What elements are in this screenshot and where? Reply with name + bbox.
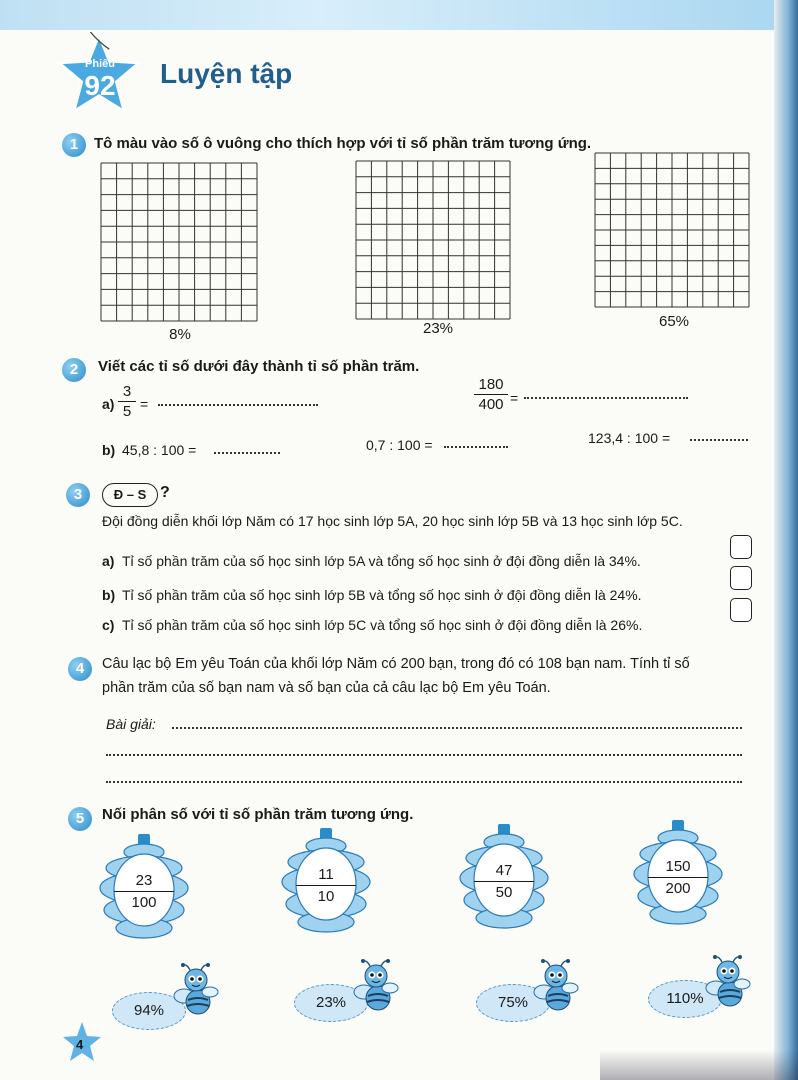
fraction-3-5: $\frac{3}{5}$ [118, 383, 136, 420]
q2-b3-expression: 123,4 : 100 = [588, 430, 671, 446]
hive-fraction-150-200: $\frac{150}{200}$ [648, 858, 708, 897]
q3-c-text: Tỉ số phần trăm của số học sinh lớp 5C và tổng số học sinh ở đội đồng diễn là 26%. [122, 617, 643, 633]
question-1-title: Tô màu vào số ô vuông cho thích hợp với tỉ số phần trăm tương ứng. [94, 135, 592, 152]
checkbox-q3-b[interactable] [730, 566, 752, 590]
hive-fraction-47-50: $\frac{47}{50}$ [474, 862, 534, 901]
bee-icon [170, 962, 220, 1020]
q4-line-1: Câu lạc bộ Em yêu Toán của khối lớp Năm có 200 bạn, trong đó có 108 bạn nam. Tính tỉ số [102, 656, 690, 672]
checkbox-q3-a[interactable] [730, 535, 752, 559]
q3-a-text: Tỉ số phần trăm của số học sinh lớp 5A và tổng số học sinh ở đội đồng diễn là 34%. [122, 553, 641, 569]
q2-b-label: b) [102, 442, 116, 458]
answer-line-b2[interactable] [444, 446, 508, 448]
label-8-percent: 8% [169, 326, 191, 343]
page-edge-shadow [774, 0, 798, 1080]
hive-fraction-23-100: $\frac{23}{100}$ [114, 872, 174, 911]
fraction-180-400: $\frac{180}{400}$ [474, 376, 508, 413]
answer-line-b3[interactable] [690, 439, 748, 441]
solution-line-2[interactable] [106, 754, 742, 756]
q2-b1-expression: 45,8 : 100 = [122, 442, 197, 458]
solution-label: Bài giải: [106, 716, 156, 732]
page-number: 4 [76, 1037, 84, 1052]
answer-line-b1[interactable] [214, 452, 280, 454]
badge-number: 92 [84, 70, 116, 101]
percent-oval-75[interactable]: 75% [476, 984, 550, 1022]
q3-intro: Đội đồng diễn khối lớp Năm có 17 học sinh lớp 5A, 20 học sinh lớp 5B và 13 học sinh lớp 5C. [102, 513, 683, 529]
question-2-number: 2 [62, 358, 86, 382]
top-decorative-band [0, 0, 798, 30]
badge-label: Phiếu [85, 58, 115, 70]
q3-a-label: a) [102, 553, 115, 569]
q2-a-label: a) [102, 396, 115, 412]
grid-23-percent[interactable] [355, 160, 511, 320]
grid-65-percent[interactable] [594, 152, 750, 308]
question-1-number: 1 [62, 133, 86, 157]
question-3-number: 3 [66, 483, 90, 507]
bee-icon [350, 958, 400, 1016]
answer-line-a1[interactable] [158, 404, 318, 406]
question-4-number: 4 [68, 657, 92, 681]
q2-a1-equals: = [140, 396, 149, 412]
label-23-percent: 23% [422, 320, 454, 337]
q2-a2-equals: = [510, 390, 519, 406]
q3-b-label: b) [102, 587, 116, 603]
question-5-number: 5 [68, 807, 92, 831]
bottom-shadow [600, 1050, 798, 1080]
checkbox-q3-c[interactable] [730, 598, 752, 622]
hive-fraction-11-10: $\frac{11}{10}$ [296, 866, 356, 905]
q3-c-label: c) [102, 617, 115, 633]
bee-icon [702, 954, 752, 1012]
page-title: Luyện tập [160, 58, 293, 89]
percent-oval-110[interactable]: 110% [648, 980, 722, 1018]
question-2-title: Viết các tỉ số dưới đây thành tỉ số phần trăm. [98, 358, 420, 375]
percent-oval-23[interactable]: 23% [294, 984, 368, 1022]
bee-icon [530, 958, 580, 1016]
q4-line-2: phần trăm của số bạn nam và số bạn của cả câu lạc bộ Em yêu Toán. [102, 680, 551, 696]
q3-b-text: Tỉ số phần trăm của số học sinh lớp 5B và tổng số học sinh ở đội đồng diễn là 24%. [122, 587, 642, 603]
solution-line-3[interactable] [106, 781, 742, 783]
solution-line-1[interactable] [172, 727, 742, 729]
label-65-percent: 65% [658, 313, 690, 330]
q3-question-mark: ? [160, 484, 170, 501]
answer-line-a2[interactable] [524, 397, 688, 399]
question-5-title: Nối phân số với tỉ số phần trăm tương ứng. [102, 806, 414, 823]
q2-b2-expression: 0,7 : 100 = [366, 437, 433, 453]
true-false-box: Đ – S [102, 483, 158, 507]
percent-oval-94[interactable]: 94% [112, 992, 186, 1030]
grid-8-percent[interactable] [100, 162, 258, 322]
